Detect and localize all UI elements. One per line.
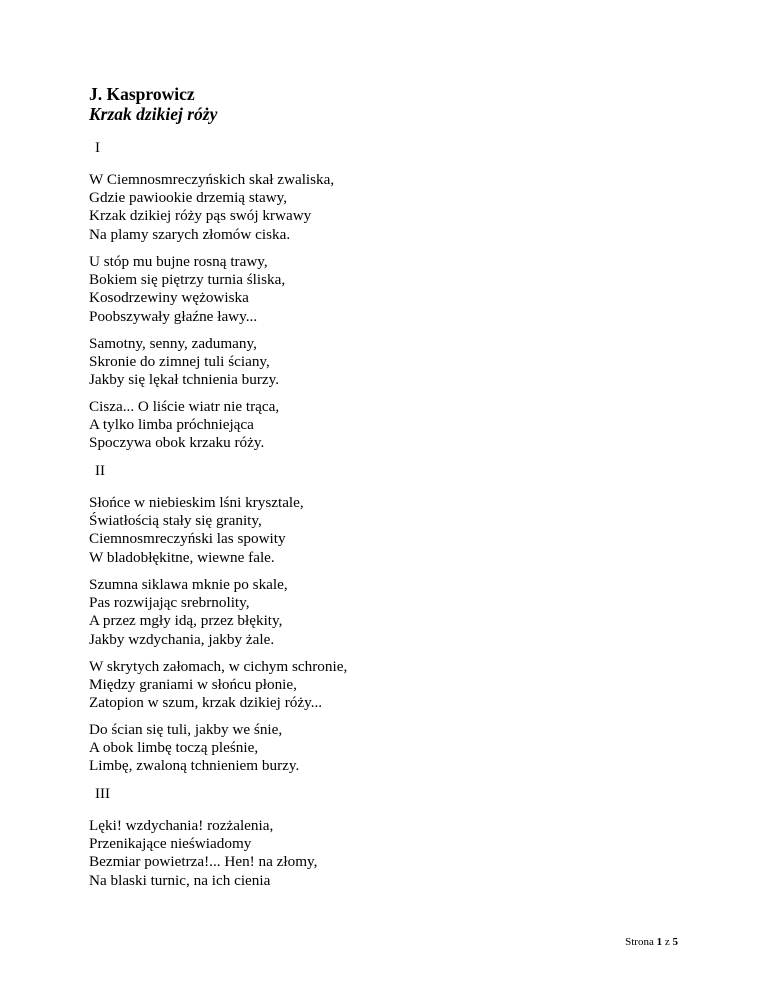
verse-line: W Ciemnosmreczyńskich skał zwaliska, xyxy=(89,171,335,188)
verse-line: Na blaski turnic, na ich cienia xyxy=(89,871,271,889)
author-name: J. Kasprowicz xyxy=(89,84,195,104)
stanza xyxy=(89,171,334,244)
verse-line: W bladobłękitne, wiewne fale. xyxy=(89,548,275,566)
section-numeral: I xyxy=(95,140,100,156)
total-page-count: 5 xyxy=(672,936,678,948)
verse-line: Szumna siklawa mknie po skale, xyxy=(89,576,288,593)
verse-line: Ciemnosmreczyński las spowity xyxy=(89,530,286,548)
stanza xyxy=(89,658,347,713)
stanza xyxy=(89,335,279,390)
verse-line: A przez mgły idą, przez błękity, xyxy=(89,612,283,630)
verse-line: Cisza... O liście wiatr nie trąca, xyxy=(89,398,280,415)
stanza xyxy=(89,721,299,776)
stanza xyxy=(89,576,288,649)
verse-line: Kosodrzewiny wężowiska xyxy=(89,289,249,307)
poem-title: Krzak dzikiej róży xyxy=(89,104,218,124)
verse-line: A obok limbę toczą pleśnie, xyxy=(89,739,259,757)
verse-line: Na plamy szarych złomów ciska. xyxy=(89,225,291,243)
verse-line: Światłością stały się granity, xyxy=(89,512,262,530)
section-numeral: III xyxy=(95,786,110,802)
page-label: Strona xyxy=(625,936,654,948)
verse-line: Jakby wzdychania, jakby żale. xyxy=(89,630,275,648)
verse-line: Spoczywa obok krzaku róży. xyxy=(89,434,265,452)
section-numeral: II xyxy=(95,463,105,479)
verse-line: Zatopion w szum, krzak dzikiej róży... xyxy=(89,694,323,712)
verse-line: Lęki! wzdychania! rozżalenia, xyxy=(89,817,274,834)
page-footer xyxy=(625,935,678,949)
page-separator: z xyxy=(664,936,670,948)
verse-line: Bezmiar powietrza!... Hen! na złomy, xyxy=(89,853,318,871)
verse-line: Pas rozwijając srebrnolity, xyxy=(89,594,250,612)
verse-line: Gdzie pawiookie drzemią stawy, xyxy=(89,189,288,207)
verse-line: A tylko limba próchniejąca xyxy=(89,416,254,434)
stanza xyxy=(89,398,279,453)
verse-line: Przenikające nieświadomy xyxy=(89,835,252,853)
verse-line: Słońce w niebieskim lśni krysztale, xyxy=(89,494,304,511)
verse-line: Bokiem się piętrzy turnia śliska, xyxy=(89,271,286,289)
verse-line: Samotny, senny, zadumany, xyxy=(89,335,257,352)
verse-line: Do ścian się tuli, jakby we śnie, xyxy=(89,721,283,738)
verse-line: Limbę, zwaloną tchnieniem burzy. xyxy=(89,757,300,775)
verse-line: U stóp mu bujne rosną trawy, xyxy=(89,253,268,270)
current-page-number: 1 xyxy=(656,936,663,948)
verse-line: Między graniami w słońcu płonie, xyxy=(89,676,297,694)
verse-line: Poobszywały głaźne ławy... xyxy=(89,307,258,325)
stanza xyxy=(89,494,304,567)
verse-line: Skronie do zimnej tuli ściany, xyxy=(89,353,270,371)
verse-line: Jakby się lękał tchnienia burzy. xyxy=(89,371,280,389)
stanza xyxy=(89,253,285,326)
stanza xyxy=(89,817,317,890)
verse-line: W skrytych załomach, w cichym schronie, xyxy=(89,658,348,675)
verse-line: Krzak dzikiej róży pąs swój krwawy xyxy=(89,207,312,225)
